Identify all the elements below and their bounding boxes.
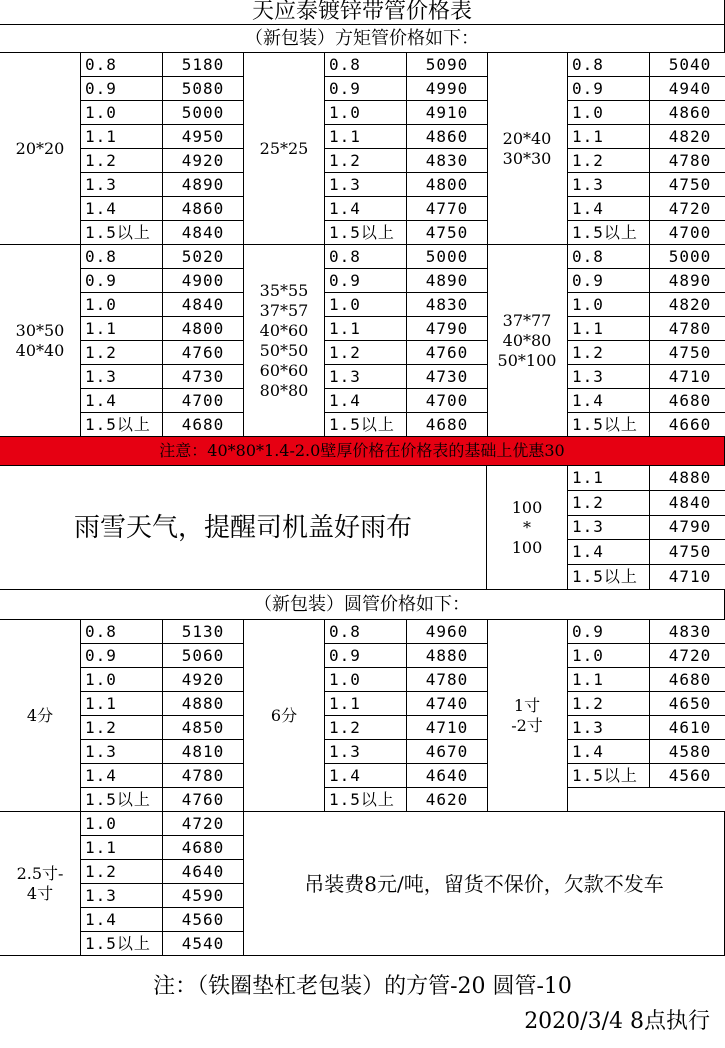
size-label: 6分 (270, 705, 298, 725)
square-1-price: 5000 (163, 101, 244, 125)
square-2-price: 5090 (407, 53, 488, 77)
size-label: 30*30 (502, 148, 552, 168)
square-2-price: 4990 (407, 77, 488, 101)
size-label: 37*57 (259, 300, 309, 320)
square-tube-header: （新包装）方矩管价格如下： (0, 25, 725, 53)
size-label: 40*80 (502, 330, 552, 350)
lifting-fee-note: 吊装费8元/吨，留货不保价，欠款不发车 (244, 812, 725, 956)
round-1-price: 4760 (163, 788, 244, 812)
round-1-thickness: 1.2 (81, 716, 163, 740)
square-4-thickness: 1.2 (81, 341, 163, 365)
square-6-thickness: 0.8 (568, 245, 650, 269)
square-4-price: 4680 (163, 413, 244, 437)
round-4-size (0, 812, 81, 956)
round-1-thickness: 0.8 (81, 620, 163, 644)
square-4-thickness: 0.8 (81, 245, 163, 269)
round-1-thickness: 1.5以上 (81, 788, 163, 812)
square-3-thickness: 0.9 (568, 77, 650, 101)
square-6-price: 4710 (650, 365, 725, 389)
size-label: 4分 (26, 705, 54, 725)
round-4-price: 4640 (163, 860, 244, 884)
round-3-price: 4680 (650, 668, 725, 692)
round-2-thickness: 1.5以上 (325, 788, 407, 812)
round-2-thickness: 1.2 (325, 716, 407, 740)
square-3-thickness: 1.3 (568, 173, 650, 197)
square-3-thickness: 1.1 (568, 125, 650, 149)
square-6-price: 4820 (650, 293, 725, 317)
square-1-price: 4950 (163, 125, 244, 149)
square-4-price: 4800 (163, 317, 244, 341)
round-2-price: 4780 (407, 668, 488, 692)
square-5-price: 4830 (407, 293, 488, 317)
round-1-thickness: 1.3 (81, 740, 163, 764)
square-2-thickness: 1.0 (325, 101, 407, 125)
square-2-size (244, 53, 325, 245)
square-5-price: 4760 (407, 341, 488, 365)
square-3-price: 4700 (650, 221, 725, 245)
square-3-thickness: 0.8 (568, 53, 650, 77)
square-1-size (0, 53, 81, 245)
square-6-price: 4780 (650, 317, 725, 341)
round-3-thickness: 1.3 (568, 716, 650, 740)
round-3-thickness: 1.0 (568, 644, 650, 668)
round-1-thickness: 0.9 (81, 644, 163, 668)
size-label: 2.5寸- (16, 863, 64, 883)
square-100-price: 4750 (650, 540, 725, 565)
square-100-thickness: 1.1 (568, 466, 650, 491)
round-tube-header: （新包装）圆管价格如下： (0, 590, 725, 620)
round-3-price: 4580 (650, 740, 725, 764)
round-4-thickness: 1.4 (81, 908, 163, 932)
square-2-price: 4860 (407, 125, 488, 149)
square-4-price: 4900 (163, 269, 244, 293)
size-label: 100 (511, 497, 543, 517)
round-4-price: 4540 (163, 932, 244, 956)
square-2-price: 4830 (407, 149, 488, 173)
square-5-price: 4730 (407, 365, 488, 389)
square-4-thickness: 1.3 (81, 365, 163, 389)
weather-note: 雨雪天气，提醒司机盖好雨布 (0, 466, 487, 590)
square-1-price: 4890 (163, 173, 244, 197)
round-4-thickness: 1.1 (81, 836, 163, 860)
round-1-price: 4850 (163, 716, 244, 740)
round-3-price: 4830 (650, 620, 725, 644)
square-6-thickness: 1.4 (568, 389, 650, 413)
square-2-thickness: 1.3 (325, 173, 407, 197)
square-1-thickness: 1.0 (81, 101, 163, 125)
round-4-price: 4590 (163, 884, 244, 908)
size-label: -2寸 (511, 715, 543, 735)
square-6-price: 4660 (650, 413, 725, 437)
square-100-price: 4880 (650, 466, 725, 491)
round-3-thickness: 1.4 (568, 740, 650, 764)
square-1-thickness: 1.5以上 (81, 221, 163, 245)
square-5-price: 4700 (407, 389, 488, 413)
square-2-thickness: 0.9 (325, 77, 407, 101)
round-4-thickness: 1.2 (81, 860, 163, 884)
square-3-price: 4940 (650, 77, 725, 101)
round-3-thickness: 1.5以上 (568, 764, 650, 788)
size-label: 35*55 (259, 280, 309, 300)
square-4-price: 4730 (163, 365, 244, 389)
square-5-thickness: 1.1 (325, 317, 407, 341)
size-label: * (523, 517, 531, 537)
round-2-thickness: 1.0 (325, 668, 407, 692)
square-1-thickness: 1.4 (81, 197, 163, 221)
footer-note: 注：（铁圈垫杠老包装）的方管-20 圆管-10 (153, 974, 572, 999)
round-4-thickness: 1.3 (81, 884, 163, 908)
size-label: 50*50 (259, 340, 309, 360)
square-100-size (487, 466, 568, 590)
square-6-thickness: 1.3 (568, 365, 650, 389)
round-3-thickness: 0.9 (568, 620, 650, 644)
round-3-thickness: 1.1 (568, 668, 650, 692)
square-100-price: 4790 (650, 516, 725, 541)
size-label: 40*40 (15, 340, 65, 360)
sheet-title: 天应泰镀锌带管价格表 (0, 0, 725, 25)
square-3-price: 4750 (650, 173, 725, 197)
square-2-price: 4770 (407, 197, 488, 221)
round-2-thickness: 0.8 (325, 620, 407, 644)
round-3-empty-cell (568, 788, 725, 812)
round-4-thickness: 1.0 (81, 812, 163, 836)
square-6-thickness: 1.0 (568, 293, 650, 317)
square-6-thickness: 1.1 (568, 317, 650, 341)
round-1-price: 4810 (163, 740, 244, 764)
square-3-thickness: 1.2 (568, 149, 650, 173)
round-3-size (487, 620, 568, 812)
round-1-price: 5130 (163, 620, 244, 644)
square-3-price: 4820 (650, 125, 725, 149)
square-3-size (487, 53, 568, 245)
square-1-thickness: 1.3 (81, 173, 163, 197)
square-4-thickness: 1.4 (81, 389, 163, 413)
round-2-price: 4620 (407, 788, 488, 812)
square-6-thickness: 1.5以上 (568, 413, 650, 437)
square-4-thickness: 1.5以上 (81, 413, 163, 437)
square-100-thickness: 1.5以上 (568, 565, 650, 590)
square-5-price: 4790 (407, 317, 488, 341)
round-2-price: 4880 (407, 644, 488, 668)
square-100-price: 4840 (650, 491, 725, 516)
size-label: 25*25 (259, 138, 309, 158)
round-1-price: 4920 (163, 668, 244, 692)
round-3-price: 4720 (650, 644, 725, 668)
square-3-thickness: 1.5以上 (568, 221, 650, 245)
size-label: 50*100 (497, 350, 557, 370)
size-label: 30*50 (15, 320, 65, 340)
square-2-thickness: 1.2 (325, 149, 407, 173)
size-label: 40*60 (259, 320, 309, 340)
square-1-price: 4920 (163, 149, 244, 173)
size-label: 4寸 (26, 883, 54, 903)
square-4-price: 5020 (163, 245, 244, 269)
round-3-price: 4650 (650, 692, 725, 716)
round-3-price: 4560 (650, 764, 725, 788)
square-3-price: 4720 (650, 197, 725, 221)
square-2-price: 4800 (407, 173, 488, 197)
square-3-price: 5040 (650, 53, 725, 77)
square-1-thickness: 0.9 (81, 77, 163, 101)
round-4-price: 4720 (163, 812, 244, 836)
round-3-price: 4610 (650, 716, 725, 740)
effective-date: 2020/3/4 8点执行 (524, 1009, 710, 1034)
size-label: 37*77 (502, 310, 552, 330)
square-4-price: 4700 (163, 389, 244, 413)
square-6-price: 5000 (650, 245, 725, 269)
square-2-price: 4750 (407, 221, 488, 245)
square-5-size (244, 245, 325, 437)
round-2-thickness: 1.4 (325, 764, 407, 788)
round-2-price: 4740 (407, 692, 488, 716)
square-1-thickness: 0.8 (81, 53, 163, 77)
square-3-thickness: 1.0 (568, 101, 650, 125)
square-5-thickness: 0.8 (325, 245, 407, 269)
round-1-thickness: 1.4 (81, 764, 163, 788)
square-4-thickness: 1.1 (81, 317, 163, 341)
square-5-thickness: 1.3 (325, 365, 407, 389)
round-1-price: 5060 (163, 644, 244, 668)
square-1-price: 4840 (163, 221, 244, 245)
square-6-thickness: 1.2 (568, 341, 650, 365)
square-6-thickness: 0.9 (568, 269, 650, 293)
round-1-price: 4780 (163, 764, 244, 788)
square-6-price: 4680 (650, 389, 725, 413)
square-3-thickness: 1.4 (568, 197, 650, 221)
square-3-price: 4860 (650, 101, 725, 125)
square-6-size (487, 245, 568, 437)
square-5-price: 4680 (407, 413, 488, 437)
square-6-price: 4890 (650, 269, 725, 293)
square-4-price: 4840 (163, 293, 244, 317)
square-4-thickness: 1.0 (81, 293, 163, 317)
square-1-thickness: 1.1 (81, 125, 163, 149)
size-label: 1寸 (513, 695, 541, 715)
square-4-thickness: 0.9 (81, 269, 163, 293)
square-5-thickness: 1.4 (325, 389, 407, 413)
square-2-thickness: 1.5以上 (325, 221, 407, 245)
square-1-price: 5080 (163, 77, 244, 101)
square-3-price: 4780 (650, 149, 725, 173)
square-100-thickness: 1.2 (568, 491, 650, 516)
round-4-price: 4560 (163, 908, 244, 932)
round-2-thickness: 1.1 (325, 692, 407, 716)
square-100-thickness: 1.4 (568, 540, 650, 565)
size-label: 100 (511, 537, 543, 557)
round-4-thickness: 1.5以上 (81, 932, 163, 956)
round-3-thickness: 1.2 (568, 692, 650, 716)
round-2-price: 4640 (407, 764, 488, 788)
square-5-thickness: 0.9 (325, 269, 407, 293)
round-1-size (0, 620, 81, 812)
square-1-thickness: 1.2 (81, 149, 163, 173)
square-5-thickness: 1.0 (325, 293, 407, 317)
size-label: 20*40 (502, 128, 552, 148)
round-2-price: 4710 (407, 716, 488, 740)
square-100-thickness: 1.3 (568, 516, 650, 541)
size-label: 20*20 (15, 138, 65, 158)
square-4-size (0, 245, 81, 437)
round-2-price: 4960 (407, 620, 488, 644)
square-1-price: 5180 (163, 53, 244, 77)
square-2-thickness: 1.4 (325, 197, 407, 221)
round-1-price: 4880 (163, 692, 244, 716)
round-1-thickness: 1.0 (81, 668, 163, 692)
square-2-price: 4910 (407, 101, 488, 125)
square-2-thickness: 0.8 (325, 53, 407, 77)
round-2-price: 4670 (407, 740, 488, 764)
square-5-thickness: 1.2 (325, 341, 407, 365)
round-2-size (244, 620, 325, 812)
square-5-thickness: 1.5以上 (325, 413, 407, 437)
square-5-price: 4890 (407, 269, 488, 293)
discount-notice: 注意：40*80*1.4-2.0壁厚价格在价格表的基础上优惠30 (0, 437, 725, 466)
round-1-thickness: 1.1 (81, 692, 163, 716)
square-5-price: 5000 (407, 245, 488, 269)
round-4-price: 4680 (163, 836, 244, 860)
round-2-thickness: 0.9 (325, 644, 407, 668)
round-2-thickness: 1.3 (325, 740, 407, 764)
size-label: 60*60 (259, 360, 309, 380)
square-2-thickness: 1.1 (325, 125, 407, 149)
size-label: 80*80 (259, 380, 309, 400)
square-4-price: 4760 (163, 341, 244, 365)
square-6-price: 4750 (650, 341, 725, 365)
square-100-price: 4710 (650, 565, 725, 590)
square-1-price: 4860 (163, 197, 244, 221)
